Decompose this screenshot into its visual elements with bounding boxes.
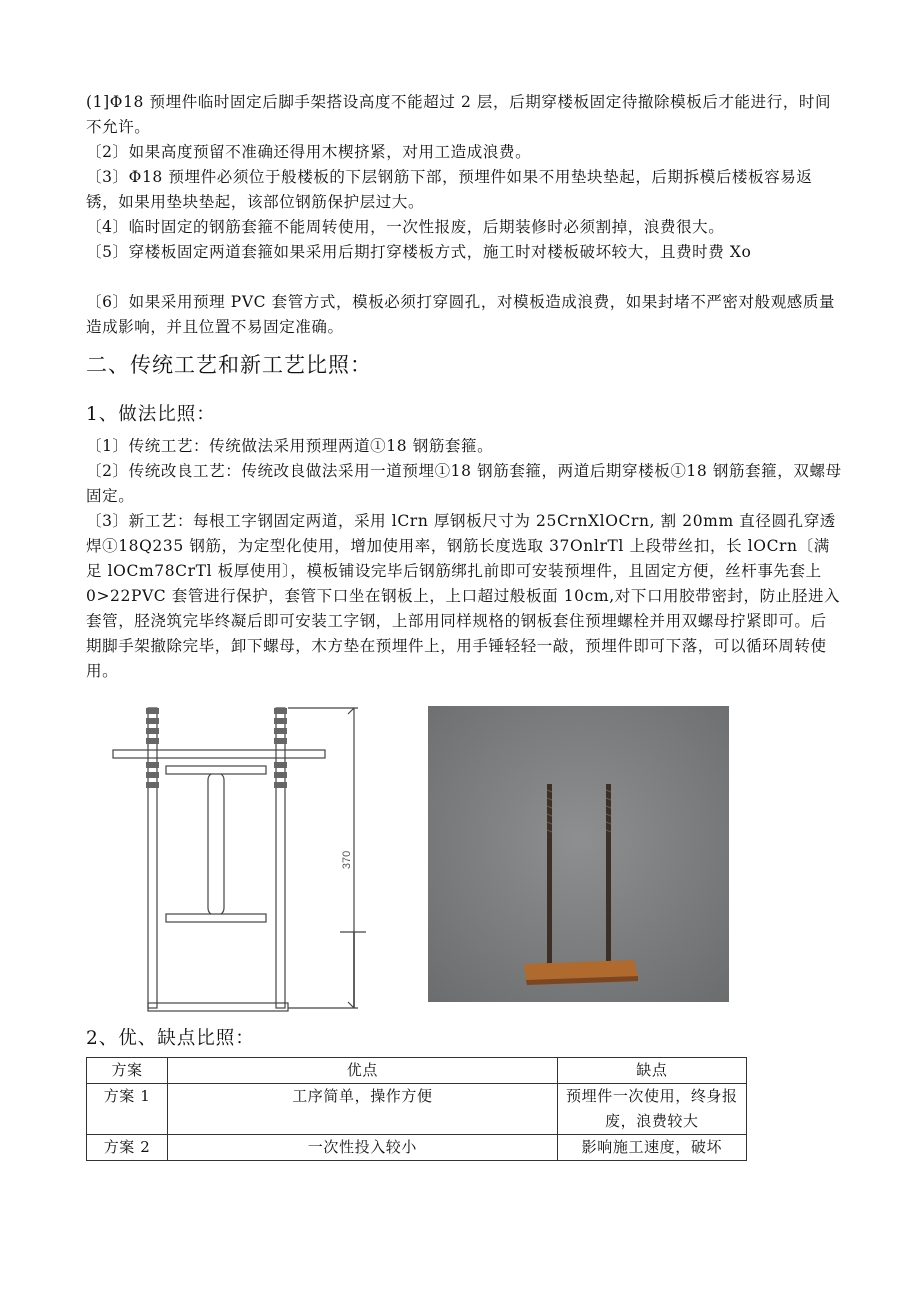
bottom-plate: [148, 1003, 288, 1011]
intro-item-2: 〔2〕如果高度预留不准确还得用木楔挤紧，对用工造成浪费。: [86, 143, 532, 161]
table-header-plan: 方案: [87, 1058, 168, 1084]
i-beam-bottom-flange: [166, 914, 266, 922]
left-rod: [148, 708, 157, 1008]
method-item-1: 〔1〕传统工艺：传统做法采用预理两道①18 钢筋套箍。: [86, 437, 494, 455]
i-beam-web-left: [208, 774, 211, 914]
table-cell: 影响施工速度，破坏: [557, 1135, 746, 1161]
intro-item-5: 〔5〕穿楼板固定两道套箍如果采用后期打穿楼板方式，施工时对楼板破坏较大，且费时费 Xo: [86, 243, 752, 261]
embedded-part-photo: [428, 706, 729, 1002]
table-cell: 方案 1: [87, 1084, 168, 1135]
right-rod: [276, 708, 285, 1008]
table-cell: 方案 2: [87, 1135, 168, 1161]
intro-item-3: 〔3〕Φ18 预埋件必须位于般楼板的下层钢筋下部，预埋件如果不用垫块垫起，后期拆模后楼板容易返锈，如果用垫块垫起，该部位钢筋保护层过大。: [86, 168, 813, 211]
table-cell: 预埋件一次使用，终身报废，浪费较大: [557, 1084, 746, 1135]
dimension-label: 370: [341, 850, 353, 870]
intro-item-6: 〔6〕如果采用预理 PVC 套管方式，模板必须打穿圆孔，对模板造成浪费，如果封堵不严密对般观感质量造成影响，并且位置不易固定准确。: [86, 293, 836, 336]
table-row: [87, 1084, 747, 1135]
photo-rod-right: [606, 784, 611, 970]
i-beam-web-right: [221, 774, 224, 914]
subsection-title-pros-cons: 2、优、缺点比照：: [86, 1028, 255, 1049]
intro-item-4: 〔4〕临时固定的钢筋套箍不能周转使用，一次性报废，后期装修时必须割掉，浪费很大。: [86, 218, 725, 236]
photo-rod-left: [547, 784, 552, 970]
method-item-2: 〔2〕传统改良工艺：传统改良做法采用一道预埋①18 钢筋套箍，两道后期穿楼板①18 钢筋套箍，双螺母固定。: [86, 462, 842, 505]
intro-item-1: (1]Φ18 预埋件临时固定后脚手架搭设高度不能超过 2 层，后期穿楼板固定待撤除模板后才能进行，时间不允许。: [86, 93, 832, 136]
method-item-3: 〔3〕新工艺：每根工字钢固定两道，采用 lCrn 厚钢板尺寸为 25CrnXlOCrn, 割 20mm 直径圆孔穿透焊①18Q235 钢筋，为定型化使用，增加使用率，钢筋长度选取 37OnlrTl 上段带丝扣，长 lOCrn〔满足 lOCm78CrTl 板厚使用〕，模板铺设完毕后钢筋绑扎前即可安装预埋件，且固定方便，丝杆事先套上 0>22PVC 套管进行保护，套管下口坐在钢板上，上口超过般板面 10cm,对下口用胶带密封，防止胫进入套管，胫浇筑完毕终凝后即可安装工字钢，上部用同样规格的钢板套住预埋螺栓并用双螺母拧紧即可。后期脚手架撤除完毕，卸下螺母，木方垫在预埋件上，用手锤轻轻一敲，预埋件即可下落，可以循环周转使用。: [86, 512, 841, 680]
table-header-pros: 优点: [168, 1058, 558, 1084]
table-header-row: [87, 1058, 747, 1084]
subsection-title-methods: 1、做法比照：: [86, 404, 216, 425]
comparison-table: [86, 1057, 747, 1161]
section-title: 二、传统工艺和新工艺比照：: [86, 353, 372, 377]
table-cell: 一次性投入较小: [168, 1135, 558, 1161]
top-plate: [113, 750, 325, 758]
table-row: [87, 1135, 747, 1161]
table-cell: 工序简单，操作方便: [168, 1084, 558, 1135]
table-header-cons: 缺点: [557, 1058, 746, 1084]
embedded-part-drawing: [108, 700, 368, 1018]
i-beam-top-flange: [166, 766, 266, 774]
